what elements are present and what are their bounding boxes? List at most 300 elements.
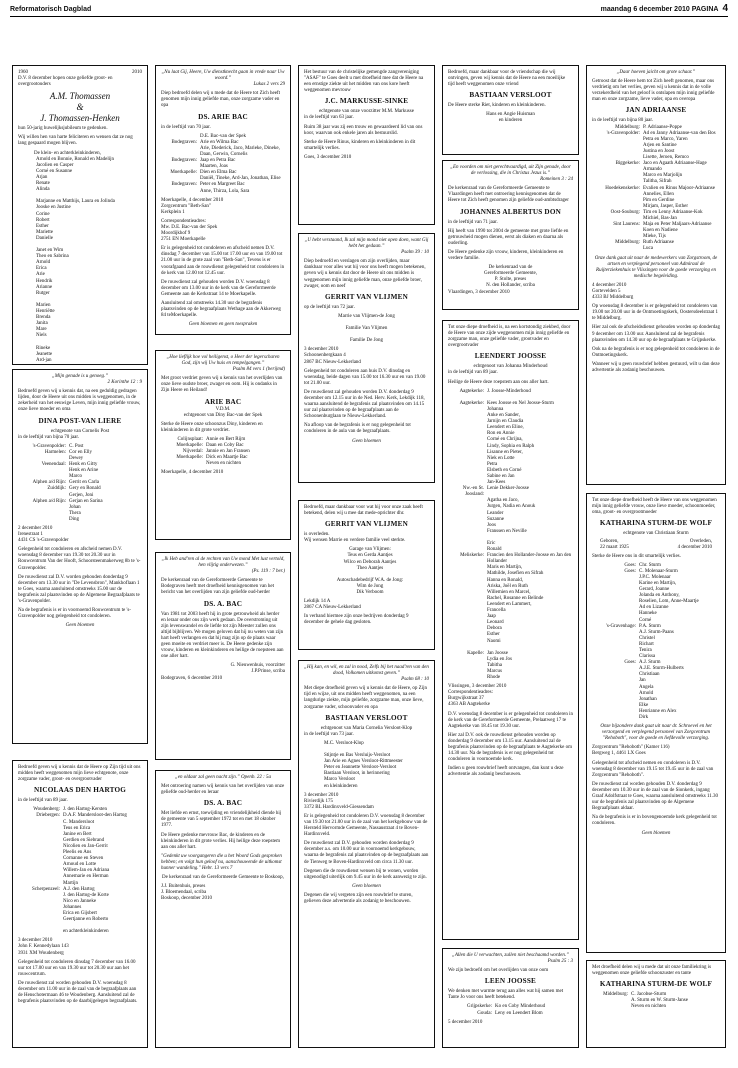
family-place: 's-Gravenpolder: bbox=[606, 130, 640, 136]
spouse-line: echtgenoot van Johanna Minderhoud bbox=[473, 364, 548, 370]
age-line: in de leeftijd van 89 jaar. bbox=[448, 370, 498, 376]
bible-reference: Psalm 25 : 3 bbox=[547, 959, 573, 965]
condolence-text: Er is gelegenheid tot condoleren D.V. woensdag 8 december van 19.30 tot 21.00 uur in de zaal van het kerkgebouw van de Hersteld Hervormde Gemeente, Nassaustraat 4 te Boven-Hardinxveld. bbox=[304, 813, 428, 838]
signature-scribe: J. Bloemendaal, scriba bbox=[161, 890, 207, 896]
family-list bbox=[592, 992, 720, 1010]
family-names: Neven en nichten bbox=[206, 461, 241, 467]
family-names: Arie en Wilma Bac bbox=[200, 139, 239, 145]
couple-ampersand: & bbox=[76, 102, 84, 113]
notice-markusse-sinke bbox=[298, 65, 435, 225]
family-names: Leonard bbox=[487, 620, 504, 626]
family-place: Colijnsplaat: bbox=[177, 436, 203, 442]
list-line: Erica bbox=[36, 266, 47, 272]
family-names: Henk en Arine bbox=[69, 468, 99, 474]
family-names: A.J. Sturm-Paans bbox=[639, 629, 674, 635]
family-names: C. Molenaar-Sturm bbox=[639, 568, 678, 574]
age-line: in de leeftijd van 89 jaar. bbox=[18, 798, 68, 804]
family-names: Arjen en Santine bbox=[643, 142, 677, 148]
family-names: Armando bbox=[643, 167, 662, 173]
family-names: Naomi bbox=[487, 638, 501, 644]
family-names: Anke en Sander, bbox=[487, 413, 520, 419]
family-row bbox=[161, 146, 285, 158]
deceased-name: BASTIAAN VERSLOOT bbox=[325, 713, 408, 722]
family-place: Oost-Souburg: bbox=[610, 209, 640, 215]
family-names: Dien en Elma Bac bbox=[200, 170, 237, 176]
family-names: Jaco en Agaath Adriaanse-Hage bbox=[643, 161, 707, 167]
bible-quote: „Allen die U verwachten, zullen niet beschaamd worden.” bbox=[452, 953, 569, 958]
address-line-1: John F. Kennedylaan 143 bbox=[18, 944, 69, 950]
page-header bbox=[10, 2, 728, 16]
signature-family: en kinderen bbox=[498, 118, 523, 124]
family-names: Elsbeth en Corné bbox=[487, 467, 522, 473]
family-names: Rhode bbox=[487, 675, 501, 681]
list-line: Jeanette bbox=[36, 351, 53, 357]
signature-scribe: J.P.Prinse, scriba bbox=[251, 669, 285, 675]
family-place: Veenendaal: bbox=[41, 462, 66, 468]
address-line-1: Zorgcentrum "Beth-San" bbox=[161, 203, 211, 209]
family-place bbox=[592, 1004, 631, 1010]
list-line: Mariette bbox=[36, 229, 53, 235]
announcement-text: Met ontroering namen wij kennis van het overlijden van onze geliefde oud-herder en leraar bbox=[161, 784, 285, 796]
family-place: Moerkapelle: bbox=[176, 443, 203, 449]
notice-ds-arie-bac bbox=[155, 65, 291, 335]
family-names: Kees Joosse en Nel Joosse-Sturm bbox=[487, 400, 554, 406]
family-names: Gerard, Joanne bbox=[639, 587, 670, 593]
family-names: Lydia en Jos bbox=[487, 656, 512, 662]
family-place: Driebergen: bbox=[36, 813, 60, 819]
family-place: Gouda: bbox=[477, 1010, 492, 1016]
family-names: Teus en Gerda Aantjes bbox=[347, 553, 393, 559]
couple-name-1: A.M. Thomassen bbox=[49, 91, 111, 102]
couple-name-2: J. Thomassen-Henken bbox=[40, 113, 120, 124]
list-line: Familie Van Vlijmen bbox=[345, 326, 388, 332]
family-names: Gerjen, Joni bbox=[69, 492, 94, 498]
deceased-name: JOHANNES ALBERTUS DON bbox=[460, 207, 561, 216]
list-line: Marco Versloot bbox=[324, 777, 355, 783]
list-line: Mare bbox=[36, 327, 47, 333]
family-names: Leendert en Eline, bbox=[487, 425, 524, 431]
family-names: Mieke, Tijs bbox=[643, 234, 666, 240]
family-names: Nico en Janneke bbox=[63, 898, 97, 904]
list-line: Jooske en Justine bbox=[36, 205, 71, 211]
family-names: Justina en Joost bbox=[643, 148, 675, 154]
family-row bbox=[592, 715, 720, 721]
address-line-2: 2867 BC Nieuw-Lekkerland bbox=[304, 359, 361, 365]
bible-quote: „Mijn genade is u genoeg.” bbox=[52, 374, 108, 379]
list-line: Familie De Jong bbox=[349, 338, 384, 344]
age-line: op de leeftijd van 72 jaar. bbox=[304, 304, 355, 310]
deceased-name: DS. A. BAC bbox=[203, 599, 243, 608]
list-line: Rineke bbox=[36, 345, 51, 351]
list-line: Janet en Wim bbox=[36, 248, 64, 254]
address-line-2: Bergweg 1, 4461 LX Goes bbox=[592, 751, 646, 757]
condolence-text: Gelegenheid tot condoleren en afscheid nemen D.V. woensdag 8 december van 19.30 tot 20.30 uur in Rouwcentrum Van der Hooft, Schoorsteenmakerweg 8b te 's-Gravenpolder. bbox=[18, 547, 141, 571]
address-line-1: Lekdijk 14 A bbox=[304, 599, 331, 605]
funeral-text: Hier zal ook de afscheidsdienst gehouden worden op donderdag 9 december om 13.00 uur. Aansluitend zal de begrafenis plaatsvinden om 14.30 uur op de begraafplaats te Grijpskerke. bbox=[592, 325, 721, 343]
family-names: Debora bbox=[487, 626, 502, 632]
deceased-name: DINA POST-VAN LIERE bbox=[38, 416, 122, 425]
deceased-name: KATHARINA STURM-DE WOLF bbox=[599, 519, 713, 528]
year-end: 2010 bbox=[132, 70, 142, 75]
family-names: Dik Verboom bbox=[356, 590, 384, 596]
condolence-text: Er is gelegenheid tot condoleren en afscheid nemen D.V. dinsdag 7 december van 15.00 tot 17.00 uur en van 19.00 tot 21.00 uur in de grote zaal van "Beth-San", Tevens is er voorafgaand aan de rouwdienst gelegenheid tot condoleren in de kerk van 12.00 tot 12.45 uur. bbox=[161, 246, 285, 276]
family-names: Jan bbox=[639, 678, 646, 684]
family-names: Arnoud en Lotte bbox=[63, 862, 97, 868]
family-names: Talitha, Sifrah bbox=[643, 179, 672, 185]
family-place bbox=[161, 461, 206, 467]
family-list bbox=[304, 314, 429, 344]
family-names: Annelies, Ellen bbox=[643, 191, 674, 197]
family-names: Jarnijn en Claudia bbox=[487, 419, 524, 425]
funeral-text: De rouwdienst zal gehouden worden D.V. woensdag 8 december om 13.00 uur in de kerk van de Gereformeerde Gemeente aan de Kerkstraat 14 te Moerkapelle. bbox=[161, 279, 276, 297]
family-place: Middelburg: bbox=[603, 992, 628, 998]
list-line: Peter en Jeannette Versloot-Versloot bbox=[324, 765, 397, 771]
family-names: Jonathan bbox=[639, 696, 657, 702]
no-letter-note: Degenen die wij vergeten zijn een rouwbrief te sturen, gelieven deze advertentie als zodanig te beschouwen. bbox=[304, 892, 413, 904]
family-place: Goes: bbox=[624, 568, 636, 574]
family-names: J.P.C. Molenaar bbox=[639, 574, 671, 580]
list-line: Alinda bbox=[36, 187, 50, 193]
notice-sturm-de-wolf bbox=[586, 493, 726, 953]
remembrance-text: We denken met warmte terug aan alles wat hij samen met Tante Jo voor ons heeft betekend. bbox=[448, 989, 564, 1001]
header-rule bbox=[10, 16, 728, 17]
family-names: Jan-Kees bbox=[487, 480, 506, 486]
family-row bbox=[161, 461, 285, 467]
bible-quote: „Hij kan, en wil, en zal in nood, Zelfs bij het naad'ren van den dood, Volkomen uitkomst geven.” bbox=[304, 665, 429, 677]
list-line: Robert bbox=[36, 217, 50, 223]
announcement-text: Tot onze diepe droefheid heeft de Heere van ons weggenomen mijn innig geliefde vrouw, onze lieve moeder, schoonmoeder, oma, groot- en overgrootmoeder bbox=[592, 498, 717, 516]
family-place: Meliskerke: bbox=[460, 553, 484, 559]
family-names: Agatha en Jaco, bbox=[487, 498, 519, 504]
notice-date: 2 december 2010 bbox=[18, 525, 53, 531]
correspondence-heading: Correspondentieadres: bbox=[161, 218, 206, 224]
deceased-line: is overleden. bbox=[304, 532, 330, 538]
family-names: Nicolien en Jan-Gerrit bbox=[63, 843, 108, 849]
family-names: J. Joosse-Minderhoud bbox=[487, 388, 531, 394]
list-line: Renate bbox=[36, 181, 50, 187]
family-names: Wim de Jong bbox=[356, 583, 384, 589]
family-names: Jannie en Jan Fransen bbox=[206, 449, 250, 455]
no-flowers-note: Geen bloemen bbox=[352, 438, 381, 444]
closure-text: In verband hiermee zijn onze bedrijven donderdag 9 december de gehele dag gesloten. bbox=[304, 614, 409, 626]
family-place: 's-Gravenpolder: bbox=[32, 443, 66, 449]
family-names: Ariska, Joël en Ruth bbox=[487, 583, 528, 589]
family-names: Willem-Jan en Adriana bbox=[63, 868, 110, 874]
family-names: Suzanne bbox=[487, 516, 504, 522]
address-line-1: Zorgcentrum "Rehoboth" (Kamer 116) bbox=[592, 745, 670, 751]
family-row bbox=[18, 517, 142, 523]
list-line: Hendrik bbox=[36, 278, 53, 284]
deceased-name: LEENDERT JOOSSE bbox=[474, 352, 547, 361]
notice-leendert-joosse bbox=[442, 320, 579, 940]
address-line-1: Irenestraat 1 bbox=[18, 532, 43, 538]
family-names: Gerdien en Siebrand bbox=[63, 837, 105, 843]
family-place: Aagtekerke: bbox=[459, 400, 484, 406]
list-line: Arianne bbox=[36, 284, 53, 290]
family-names: Cornanne en Steven bbox=[63, 856, 104, 862]
family-place: Middelburg: bbox=[615, 240, 640, 246]
family-names: Christiaan bbox=[639, 672, 660, 678]
funeral-text: Hier zal D.V. ook de rouwdienst gehouden worden op donderdag 9 december om 13.15 uur. Aansluitend zal de begrafenis plaatsvinden op de begraafplaats te Aagtekerke om 14.30 uur. Na de begrafenis is er nog gelegenheid tot condoleren in voornoemde kerk. bbox=[448, 732, 572, 763]
family-names: Lisanne en Pieter, bbox=[487, 449, 523, 455]
age-line: in de leeftijd van 70 jaar. bbox=[161, 124, 211, 130]
family-names: Lindy, Sophia en Ralph bbox=[487, 443, 535, 449]
page-number: 4 bbox=[722, 3, 728, 14]
family-names: Geertjanne en Roberto bbox=[63, 917, 109, 923]
newspaper-title: Reformatorisch Dagblad bbox=[10, 6, 92, 13]
announcement-text: Met diepe droefheid geven wij u kennis dat de Heere, op Zijn tijd en wijze, uit ons midden heeft weggenomen, na een langdurige ziekte, mijn geliefde, zorgzame man, onze lieve, zorgzame vader, schoonvader en opa bbox=[304, 686, 428, 710]
address-line-2: 4333 BJ Middelburg bbox=[592, 295, 634, 301]
notice-date: Goes, 3 december 2010 bbox=[304, 154, 352, 160]
family-names: Dewey bbox=[69, 455, 84, 461]
family-names: Maarten, Joas bbox=[200, 164, 228, 170]
family-names: C. Mandersloot bbox=[63, 819, 95, 825]
family-place bbox=[304, 590, 311, 596]
family-row bbox=[161, 189, 285, 195]
family-names: Ad en Janny Adriaanse-van den Bos bbox=[643, 130, 716, 136]
tribute-text: Met liefde en ernst, toewijding en vriendelijkheid diende hij de gemeente van 5 september 1972 tot en met 18 oktober 1977. bbox=[161, 811, 282, 829]
wish-text: Wij willen hen van harte feliciteren en wensen dat ze nog lang gespaard mogen blijven. bbox=[18, 135, 133, 147]
family-names: Ad en Lizanne bbox=[639, 605, 669, 611]
family-names: Corné en Chrijna, bbox=[487, 437, 523, 443]
family-place: Aagtekerke: bbox=[459, 388, 484, 394]
family-place: Middelburg: bbox=[615, 124, 640, 130]
family-place: Harmelen: bbox=[44, 449, 66, 455]
list-line: Arie bbox=[36, 272, 45, 278]
list-line: Marien bbox=[36, 302, 51, 308]
notice-bodegraven-kerkenraad bbox=[155, 552, 291, 760]
family-row bbox=[304, 590, 429, 596]
signature-preses: J.J. Buitenhuis, preses bbox=[161, 884, 206, 890]
family-names: Francella bbox=[487, 608, 506, 614]
family-names: Martijn bbox=[63, 880, 78, 886]
list-line: Stijntje en Bas Versluijs-Versloot bbox=[324, 753, 391, 759]
funeral-text: De rouwdienst zal gehouden worden D.V. donderdag 9 december om 12.15 uur in de Ned. Herv. Kerk, Lekdijk 118, waarna aansluitend de begrafenis zal plaatsvinden om 14.15 uur zal plaatsvinden op de begraafplaats aan de Schoonenburglaan te Nieuw-Lekkerland. bbox=[304, 389, 425, 420]
family-row bbox=[592, 1004, 720, 1010]
signature-chair: G. Nieuwenhuis, voorzitter bbox=[230, 663, 285, 669]
condolence-text: Gelegenheid tot afscheid nemen en condoleren is D.V. woensdag 8 december van 19.15 tot 19.45 uur in de zaal van Zorgcentrum "Rehoboth". bbox=[592, 760, 714, 778]
family-names: Peter en Margreet Bac bbox=[200, 182, 245, 188]
address-line-2: Kerkplein 1 bbox=[161, 209, 185, 215]
list-line: M.C. Versloot-Klop bbox=[324, 740, 364, 746]
list-line: Niels bbox=[36, 333, 47, 339]
list-line: Henriëtte bbox=[36, 309, 55, 314]
after-funeral-text: Na afloop van de begrafenis is er nog gelegenheid tot condoleren in de aula van de begraafplaats. bbox=[304, 423, 411, 435]
family-names: Arnold bbox=[639, 690, 654, 696]
family-names: Daan en Coby Bac bbox=[206, 443, 244, 449]
announcement-text: Tot onze diepe droefheid is, na een kortstondig ziekbed, door de Heere van onze zijde weggenomen mijn innig geliefde en zorgzame man, onze geliefde vader, grootvader en overgrootvader bbox=[448, 325, 571, 349]
family-place: Bodegraven: bbox=[171, 139, 197, 145]
bible-quote: „en oldaar zal geen nacht zijn.” Openb. 22 : 5a bbox=[175, 775, 271, 780]
sympathy-text: Sterke de Heere onze schoonzus Diny, kinderen en kleinkinderen in dit grote verdriet. bbox=[161, 421, 263, 433]
notice-sturm-de-wolf-family bbox=[586, 960, 726, 1048]
condolence-text: Gelegenheid tot condoleren dinsdag 7 december van 16.00 uur tot 17.00 uur en van 19.30 uur tot 20.30 uur aan het rouwcentrum. bbox=[18, 959, 136, 977]
deceased-name: BASTIAAN VERSLOOT bbox=[469, 91, 552, 100]
membership-text: Ruim 38 jaar was zij een trouw en gewaardeerd lid van ons koor, waarvan ook enkele jaren als bestuurslid. bbox=[304, 124, 423, 136]
family-place bbox=[18, 517, 69, 523]
family-names: Cor en Elly bbox=[69, 449, 93, 455]
family-place bbox=[592, 715, 639, 721]
family-names: D.A.F. Mandersloot-den Hartog bbox=[63, 813, 127, 819]
deceased-name: ARIE BAC bbox=[204, 397, 242, 406]
family-names: Leendert en Lammert, bbox=[487, 601, 532, 607]
age-line: in de leeftijd van bijna 70 jaar. bbox=[18, 434, 79, 440]
bible-reference: Psalm 68 : 10 bbox=[401, 677, 429, 683]
address-line-2: 4431 CS 's-Gravenpolder bbox=[18, 538, 69, 544]
age-line: in de leeftijd van 63 jaar. bbox=[304, 115, 354, 121]
family-place: Moerkapelle: bbox=[176, 455, 203, 461]
thanks-note: Onze bijzondere dank gaat uit naar dr. Schroevel en het verzorgend en verplegend personeel van Zorgcentrum "Rehoboth", voor de goede en liefdevolle verzorging. bbox=[600, 724, 712, 742]
funeral-text: De rouwdienst zal D.V. worden gehouden donderdag 9 december om 13.30 uur in "De Levensbron", Mankhoflaan 1 te Goes, waarna aansluitend omstreeks 15.00 uur de begrafenis zal plaatsvinden op de Algemene Begraafplaats te 's-Gravenpolder. bbox=[18, 574, 140, 604]
notice-leen-joosse bbox=[442, 948, 579, 1048]
notice-date: 5 december 2010 bbox=[448, 1019, 483, 1025]
list-line: Bastiaan Versloot, in herinnering bbox=[324, 771, 390, 777]
family-names: Tabitha bbox=[487, 662, 502, 668]
address-line-2: 2867 CA Nieuw-Lekkerland bbox=[304, 605, 361, 611]
sympathy-text: De Heere sterke Riet, kinderen en kleinkinderen. bbox=[448, 103, 546, 109]
family-place bbox=[161, 189, 200, 195]
family-names: Mathilde, Josefien en Sifrah bbox=[487, 571, 544, 577]
bible-reference: Lukas 2 vers 29 bbox=[253, 82, 285, 88]
family-names: Dick en Maartje Bac bbox=[206, 455, 248, 461]
family-names: Theo Aantjes bbox=[356, 565, 384, 571]
attendance-text: Degenen die de rouwdienst wensen bij te wonen, worden uitgenodigd uiterlijk om 9.45 uur in de kerk aanwezig te zijn. bbox=[304, 868, 427, 880]
family-names: Garage van Vlijmen: bbox=[349, 547, 391, 553]
family-row bbox=[592, 246, 720, 252]
year-start: 1960 bbox=[18, 70, 28, 75]
died-date: 4 december 2010 bbox=[677, 545, 712, 551]
list-line: Janita bbox=[36, 321, 48, 327]
spouse-line: echtgenote van onze voorzitter M.M. Markusse bbox=[319, 109, 414, 115]
family-list bbox=[18, 807, 142, 935]
address-line-2: 3931 XM Woudenberg bbox=[18, 950, 64, 956]
bible-quote: „En voorden om niet gerechtvaardigd, uit Zijn genade, door de verlossing, die in Christus Jezus is.” bbox=[450, 165, 571, 177]
council-line-2: Gereformeerde Gemeente, bbox=[483, 271, 538, 277]
family-names: Franssen en Neville bbox=[487, 528, 527, 534]
age-line: in de leeftijd van 73 jaar. bbox=[304, 731, 354, 737]
funeral-text: De rouwdienst zal worden gehouden D.V. donderdag 9 december om 10.30 uur in de zaal van de Sionkerk, ingang Graaf Adolfstraat te Goes, waarna aansluitend omstreeks 11.30 uur de begrafenis zal plaatsvinden op de Algemene Begraafplaats aldaar. bbox=[592, 781, 719, 812]
family-place: Sint Laurens: bbox=[613, 222, 640, 228]
notice-date: Moerkapelle, 4 december 2010 bbox=[161, 197, 224, 203]
family-names: Hanneke bbox=[639, 611, 657, 617]
family-names: P.A. Sturm bbox=[639, 623, 661, 629]
family-names: Maja en Peter Maljaars-Adriaanse bbox=[643, 222, 712, 228]
family-names: Petra en Marco, Yaren bbox=[643, 136, 688, 142]
family-names: Christel bbox=[639, 635, 655, 641]
notice-arie-bac-family bbox=[155, 350, 291, 540]
family-names: Erica en Gijsbert bbox=[63, 910, 97, 916]
family-list bbox=[161, 437, 285, 467]
deceased-name: DS. A. BAC bbox=[203, 799, 243, 808]
no-flowers-note: Geen bloemen bbox=[641, 830, 671, 836]
notice-thomassen bbox=[12, 65, 148, 365]
address-line-1: Schoonenbergkaan 4 bbox=[304, 353, 346, 359]
family-names: Autoschadebedrijf W.A. de Jong: bbox=[336, 577, 404, 583]
family-names: Mirjam, Jasper, Esther bbox=[643, 203, 689, 209]
signature-preses: P. Stolte, preses bbox=[494, 277, 527, 283]
notice-garage-van-vlijmen bbox=[298, 500, 435, 650]
family-place: Moerkapelle: bbox=[170, 170, 197, 176]
bible-quote: „Hoe lieflijk hoe vol heiligenst, o Heer der legerscharen God, zijn wij Uw huis en tempelgangen.” bbox=[166, 355, 280, 367]
council-line: De kerkenraad van de Gereformeerde Gemeente te Boskoop, bbox=[162, 875, 284, 881]
family-list bbox=[18, 444, 142, 523]
notice-date: 4 december 2010 bbox=[592, 282, 627, 288]
bible-reference: Psalm 39 : 10 bbox=[401, 250, 429, 256]
bible-reference: Romeinen 3 : 24 bbox=[540, 177, 573, 183]
family-names: Neven en nichten bbox=[631, 1004, 666, 1010]
council-line-1: De kerkenraad van de bbox=[488, 265, 533, 271]
family-names: Annie en Bert Rijm bbox=[206, 436, 246, 442]
title-suffix: V.D.M. bbox=[215, 406, 231, 412]
sympathy-text: Heilige de Heere deze roepstem aan ons aller hart. bbox=[448, 379, 549, 385]
family-names: Angela bbox=[639, 684, 654, 690]
list-line: Brenda bbox=[36, 315, 51, 321]
family-place: Hoedekenskerke: bbox=[605, 185, 640, 191]
family-names: Tenira bbox=[639, 647, 652, 653]
after-funeral-text: Ook na de begrafenis is er nog gelegenheid tot condoleren in de Ontmoetingskerk. bbox=[592, 346, 720, 358]
family-names: Henrianne en Alex bbox=[639, 708, 677, 714]
spouse-line: echtgenote van Christiaan Sturm bbox=[623, 531, 689, 537]
family-place: Nw.-en St. Joosland: bbox=[462, 486, 484, 498]
grandchildren-list bbox=[18, 157, 142, 365]
signature-scribe: N. den Hollander, scriba bbox=[486, 283, 535, 289]
family-place: Bodegraven: bbox=[171, 158, 197, 164]
died-label: Overleden, bbox=[689, 539, 712, 545]
family-names: Henk en Gitty bbox=[69, 462, 98, 468]
family-row bbox=[448, 486, 573, 498]
address-line-2: 4363 AB Aagtekerke bbox=[448, 702, 490, 708]
family-place: Biggekerke: bbox=[615, 161, 640, 167]
no-flowers-note: Geen bloemen bbox=[352, 883, 381, 889]
family-names: D.E. Bac-van der Spek bbox=[200, 133, 246, 139]
notice-van-vlijmen bbox=[298, 233, 435, 483]
list-line: Marrie van Vlijmen-de Jong bbox=[338, 313, 395, 319]
list-line: Corné en Susanne bbox=[36, 168, 73, 174]
family-names: Teus en Erica bbox=[63, 825, 91, 831]
announcement-text: Bedroefd geven wij u kennis dat, na een geduldig gedragen lijden, door de Heere uit ons midden is weggenomen, in de zekerheid van het eeuwige Leven, mijn innig geliefde vrouw, onze lieve moeder en oma bbox=[18, 389, 141, 413]
correspondence-line-2: Moordijkhof 9 bbox=[161, 231, 191, 237]
page-date: maandag 6 december 2010 bbox=[600, 6, 690, 13]
no-letter-note: Indien u geen rouwbrief heeft ontvangen, dan kunt u deze advertentie als zodanig beschouwen. bbox=[448, 766, 564, 778]
family-names: Anne, Thirza, Lola, Sara bbox=[200, 188, 250, 194]
funeral-text: De rouwdienst zal D.V. gehouden worden donderdag 9 december a.s. om 10.00 uur in voornoemd kerkgebouw, waarna de begrafenis zal plaatsvinden op de begraafplaats aan de Tienweg te Boven-Hardinxveld om circa 11.30 uur. bbox=[304, 841, 429, 865]
family-place bbox=[161, 146, 200, 158]
family-names: Corné bbox=[639, 617, 652, 623]
bible-quote: „Nu laat Gij, Heere, Uw dienstknecht gaan in vrede naar Uw woord.” bbox=[161, 70, 285, 82]
deceased-name: GERRIT VAN VLIJMEN bbox=[325, 520, 408, 529]
list-line: Ard-jan bbox=[36, 357, 52, 363]
family-names: Marco bbox=[69, 474, 83, 480]
family-names: Wilco en Deborah Aantjes bbox=[343, 559, 397, 565]
family-names: J. den Hartog-de Korte bbox=[63, 892, 109, 898]
funeral-text: De rouwdienst zal worden gehouden D.V. woensdag 8 december om 11.00 uur in de zaal van de begraafplaats aan de Henschotermaan 46 te Woudenberg. Aansluitend zal de begrafenis plaatsvinden op de daarbijgelegen begraafplaats. bbox=[18, 980, 138, 1005]
family-names: Johannes bbox=[63, 904, 82, 910]
sympathy-text: De Heere gedenke mevrouw Bac, de kinderen en de kleinkinderen in dit grote verlies. Hij heilige deze roepstem aan ons aller hart. bbox=[161, 832, 280, 850]
family-names: A.J. Sturm bbox=[639, 660, 661, 666]
death-block bbox=[678, 539, 712, 551]
family-names: Luca bbox=[643, 246, 653, 252]
family-names: Arie, Diederick, Jaco, Marieke, Dineke, Daan, Gerwin, Cornelis bbox=[200, 145, 280, 157]
family-names: Annemarie en Herman bbox=[63, 874, 109, 880]
spouse-line: echtgenote van Cornelis Post bbox=[50, 428, 110, 434]
family-names: C. Jacobse-Sturm bbox=[631, 992, 667, 998]
sympathy-text: Sterke de Heere ons in dit smartelijk verlies. bbox=[592, 553, 681, 559]
family-place: Kapelle: bbox=[467, 650, 484, 656]
notice-bastiaan-versloot bbox=[298, 660, 435, 1048]
burial-text: Aansluitend zal omstreeks 14.30 uur de begrafenis plaatsvinden op de begraafplaats Wethage aan de Akkerweg 84 teMoerkapelle. bbox=[161, 301, 281, 319]
family-place: Nijverdal: bbox=[182, 449, 203, 455]
family-place: Alphen a/d Rijn: bbox=[32, 498, 66, 504]
